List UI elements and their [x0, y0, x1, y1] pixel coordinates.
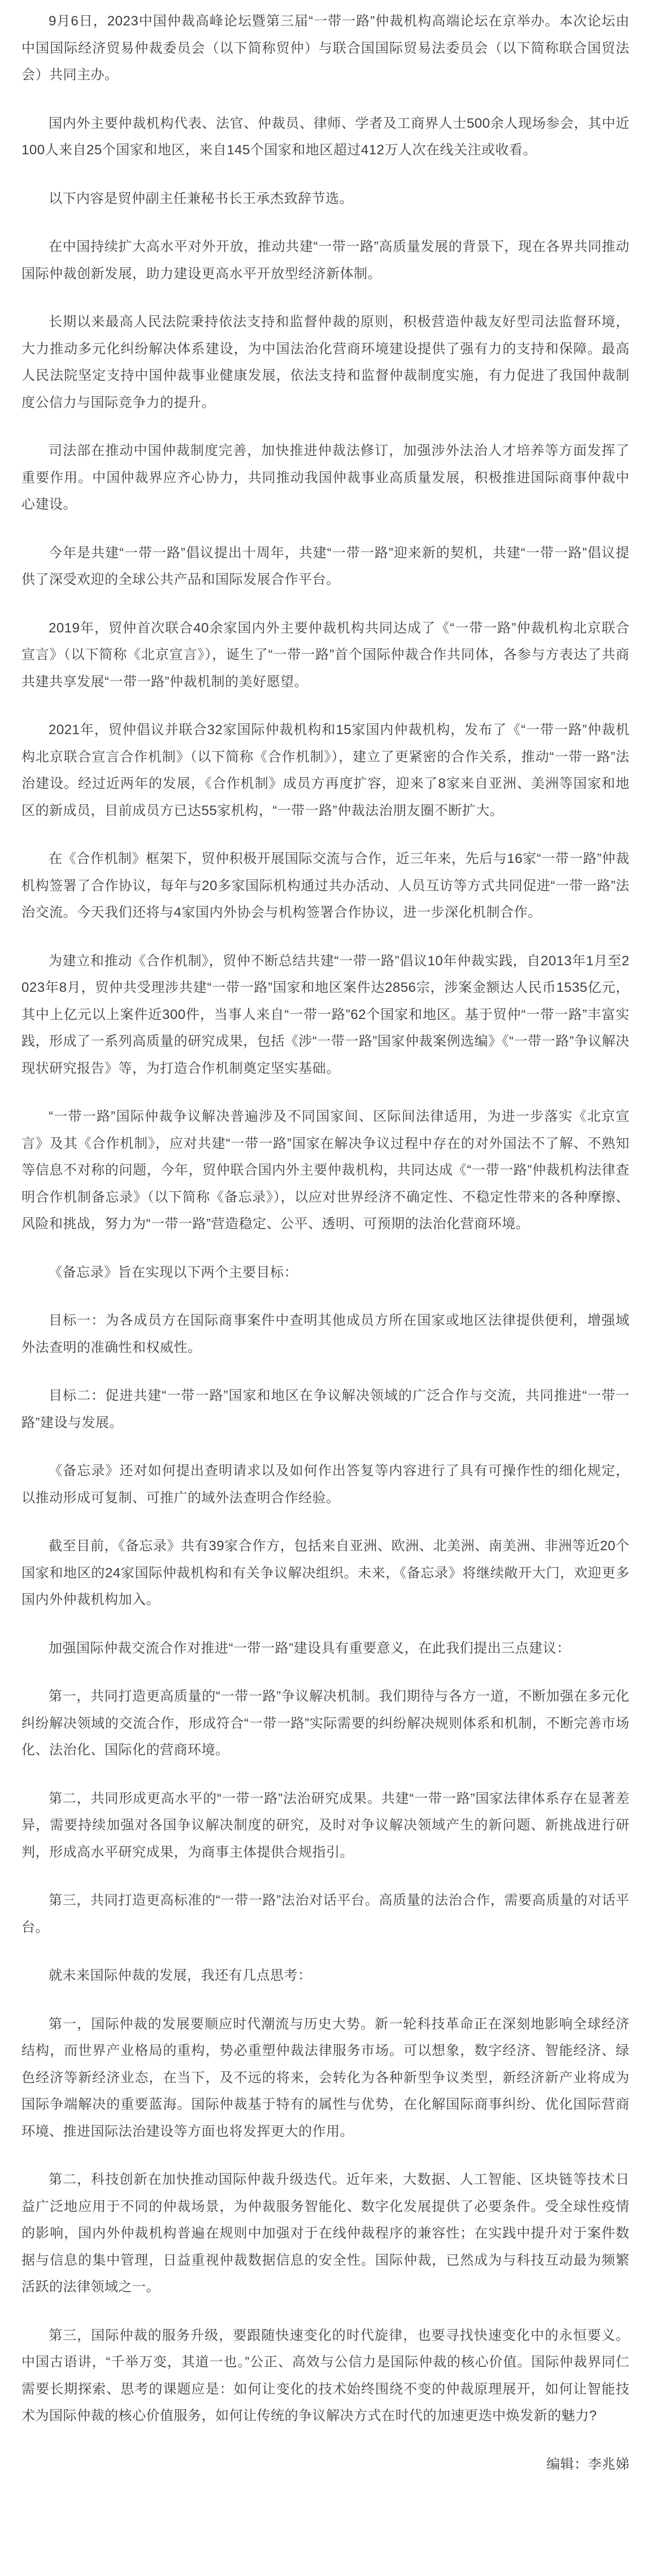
paragraph-3: 以下内容是贸仲副主任兼秘书长王承杰致辞节选。 — [49, 190, 353, 206]
paragraph-18: 加强国际仲裁交流合作对推进“一带一路”建设具有重要意义，在此我们提出三点建议： — [49, 1640, 571, 1656]
paragraph-10: 在《合作机制》框架下，贸仲积极开展国际交流与合作，近三年来，先后与16家“一带一路”仲裁机构签署了合作协议，每年与20多家国际机构通过共办活动、人员互访等方式共同促进“一带一路”法治交流。今天我们还将与4家国内外协会与机构签署合作协议，进一步深化机制合作。 — [21, 851, 630, 920]
paragraph-24: 第二，科技创新在加快推动国际仲裁升级迭代。近年来，大数据、人工智能、区块链等技术日益广泛地应用于不同的仲裁场景，为仲裁服务智能化、数字化发展提供了必要条件。受全球性疫情的影响，国内外仲裁机构普遍在规则中加强对于在线仲裁程序的兼容性；在实践中提升对于案件数据与信息的集中管理，日益重视仲裁数据信息的安全性。国际仲裁，已然成为与科技互动最为频繁活跃的法律领域之一。 — [21, 2172, 630, 2295]
paragraph-19: 第一，共同打造更高质量的“一带一路”争议解决机制。我们期待与各方一道，不断加强在多元化纠纷解决领域的交流合作，形成符合“一带一路”实际需要的纠纷解决规则体系和机制，不断完善市场化、法治化、国际化的营商环境。 — [21, 1689, 630, 1758]
paragraph-15: 目标二：促进共建“一带一路”国家和地区在争议解决领域的广泛合作与交流，共同推进“一带一路”建设与发展。 — [21, 1388, 630, 1430]
paragraph-12: “一带一路”国际仲裁争议解决普遍涉及不同国家间、区际间法律适用，为进一步落实《北京宣言》及其《合作机制》，应对共建“一带一路”国家在解决争议过程中存在的对外国法不了解、不熟知等信息不对称的问题，今年，贸仲联合国内外主要仲裁机构，共同达成《“一带一路”仲裁机构法律查明合作机制备忘录》（以下简称《备忘录》），以应对世界经济不确定性、不稳定性带来的各种摩擦、风险和挑战，努力为“一带一路”营造稳定、公平、透明、可预期的法治化营商环境。 — [21, 1109, 630, 1231]
paragraph-7: 今年是共建“一带一路”倡议提出十周年，共建“一带一路”迎来新的契机，共建“一带一路”倡议提供了深受欢迎的全球公共产品和国际发展合作平台。 — [21, 545, 630, 587]
paragraph-1: 9月6日，2023中国仲裁高峰论坛暨第三届“一带一路”仲裁机构高端论坛在京举办。本次论坛由中国国际经济贸易仲裁委员会（以下简称贸仲）与联合国国际贸易法委员会（以下简称联合国贸法会）共同主办。 — [21, 14, 630, 83]
paragraph-4: 在中国持续扩大高水平对外开放，推动共建“一带一路”高质量发展的背景下，现在各界共同推动国际仲裁创新发展，助力建设更高水平开放型经济新体制。 — [21, 239, 630, 281]
article-body — [21, 8, 630, 2430]
editor-credit: 编辑：李兆娣 — [546, 2456, 630, 2472]
paragraph-20: 第二，共同形成更高水平的“一带一路”法治研究成果。共建“一带一路”国家法律体系存在显著差异，需要持续加强对各国争议解决制度的研究，及时对争议解决领域产生的新问题、新挑战进行研判，形成高水平研究成果，为商事主体提供合规指引。 — [21, 1790, 630, 1860]
paragraph-21: 第三，共同打造更高标准的“一带一路”法治对话平台。高质量的法治合作，需要高质量的对话平台。 — [21, 1893, 630, 1935]
paragraph-25: 第三，国际仲裁的服务升级，要跟随快速变化的时代旋律，也要寻找快速变化中的永恒要义。中国古语讲，“千举万变，其道一也。”公正、高效与公信力是国际仲裁的核心价值。国际仲裁界同仁需要长期探索、思考的课题应是：如何让变化的技术始终围绕不变的仲裁原理展开，如何让智能技术为国际仲裁的核心价值服务，如何让传统的争议解决方式在时代的加速更迭中焕发新的魅力? — [21, 2327, 630, 2423]
paragraph-22: 就未来国际仲裁的发展，我还有几点思考： — [49, 1968, 312, 1983]
paragraph-13: 《备忘录》旨在实现以下两个主要目标： — [49, 1264, 298, 1280]
paragraph-6: 司法部在推动中国仲裁制度完善，加快推进仲裁法修订，加强涉外法治人才培养等方面发挥了重要作用。中国仲裁界应齐心协力，共同推动我国仲裁事业高质量发展，积极推进国际商事仲裁中心建设。 — [21, 443, 630, 512]
paragraph-5: 长期以来最高人民法院秉持依法支持和监督仲裁的原则，积极营造仲裁友好型司法监督环境，大力推动多元化纠纷解决体系建设，为中国法治化营商环境建设提供了强有力的支持和保障。最高人民法院坚定支持中国仲裁事业健康发展，依法支持和监督仲裁制度实施，有力促进了我国仲裁制度公信力与国际竞争力的提升。 — [21, 314, 630, 410]
paragraph-11: 为建立和推动《合作机制》，贸仲不断总结共建“一带一路”倡议10年仲裁实践，自2013年1月至2023年8月，贸仲共受理涉共建“一带一路”国家和地区案件达2856宗，涉案金额达人民币1535亿元，其中上亿元以上案件近300件，当事人来自“一带一路”62个国家和地区。基于贸仲“一带一路”丰富实践，形成了一系列高质量的研究成果，包括《涉“一带一路”国家仲裁案例选编》《“一带一路”争议解决现状研究报告》等，为打造合作机制奠定坚实基础。 — [21, 953, 630, 1076]
paragraph-14: 目标一：为各成员方在国际商事案件中查明其他成员方所在国家或地区法律提供便利，增强域外法查明的准确性和权威性。 — [21, 1313, 630, 1355]
paragraph-23: 第一，国际仲裁的发展要顺应时代潮流与历史大势。新一轮科技革命正在深刻地影响全球经济结构，而世界产业格局的重构，势必重塑仲裁法律服务市场。可以想象，数字经济、智能经济、绿色经济等新经济业态，在当下，及不远的将来，会转化为各种新型争议类型，新经济新产业将成为国际争端解决的重要蓝海。国际仲裁基于特有的属性与优势，在化解国际商事纠纷、优化国际营商环境、推进国际法治建设等方面也将发挥更大的作用。 — [21, 2016, 630, 2139]
paragraph-17: 截至目前，《备忘录》共有39家合作方，包括来自亚洲、欧洲、北美洲、南美洲、非洲等近20个国家和地区的24家国际仲裁机构和有关争议解决组织。未来，《备忘录》将继续敞开大门，欢迎更多国内外仲裁机构加入。 — [21, 1538, 630, 1607]
paragraph-9: 2021年，贸仲倡议并联合32家国际仲裁机构和15家国内仲裁机构，发布了《“一带一路”仲裁机构北京联合宣言合作机制》（以下简称《合作机制》），建立了更紧密的合作关系，推动“一带一路”法治建设。经过近两年的发展，《合作机制》成员方再度扩容，迎来了8家来自亚洲、美洲等国家和地区的新成员，目前成员方已达55家机构，“一带一路”仲裁法治朋友圈不断扩大。 — [21, 722, 630, 818]
paragraph-2: 国内外主要仲裁机构代表、法官、仲裁员、律师、学者及工商界人士500余人现场参会，其中近100人来自25个国家和地区，来自145个国家和地区超过412万人次在线关注或收看。 — [21, 115, 630, 158]
paragraph-16: 《备忘录》还对如何提出查明请求以及如何作出答复等内容进行了具有可操作性的细化规定，以推动形成可复制、可推广的域外法查明合作经验。 — [21, 1463, 630, 1506]
paragraph-8: 2019年，贸仲首次联合40余家国内外主要仲裁机构共同达成了《“一带一路”仲裁机构北京联合宣言》（以下简称《北京宣言》），诞生了“一带一路”首个国际仲裁合作共同体，各参与方表达了共商共建共享发展“一带一路”仲裁机制的美好愿望。 — [21, 620, 630, 689]
